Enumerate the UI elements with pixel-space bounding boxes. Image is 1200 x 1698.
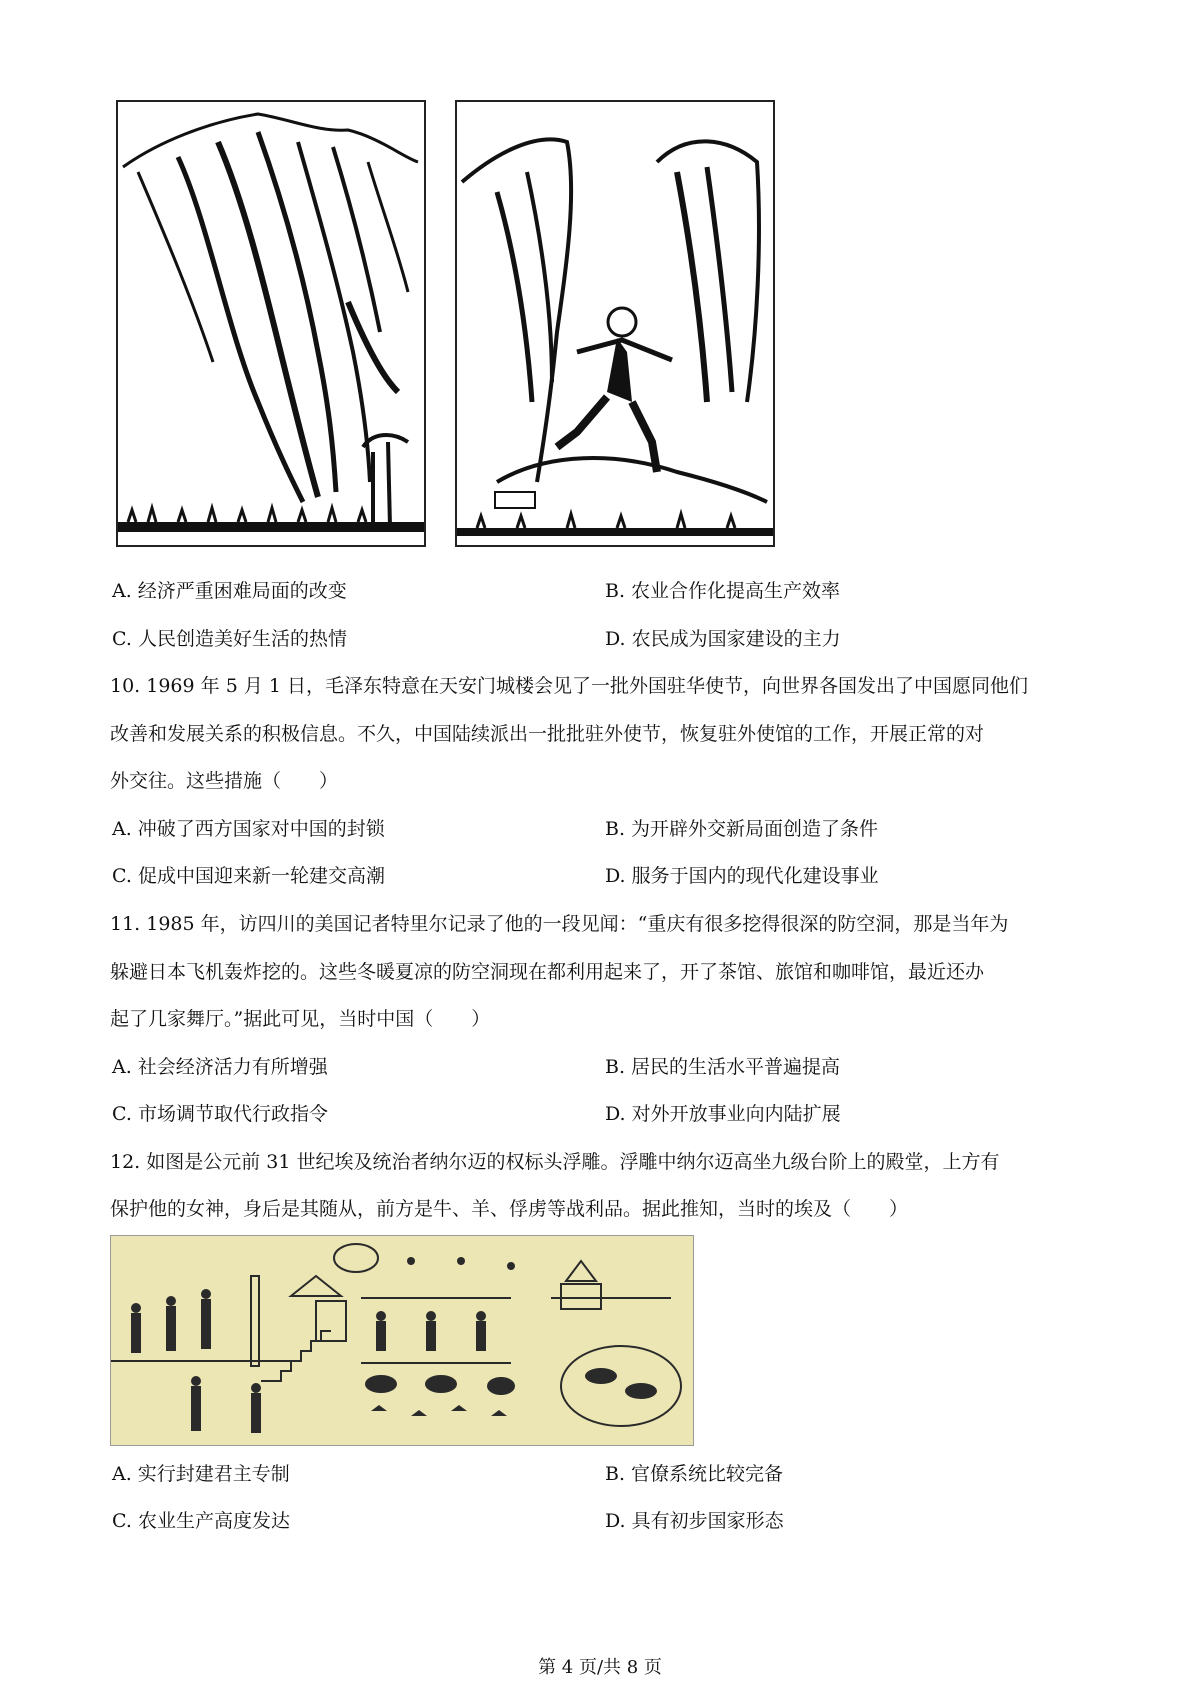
q12-option-d[interactable]: D. 具有初步国家形态	[605, 1510, 784, 1532]
q11-option-a[interactable]: A. 社会经济活力有所增强	[112, 1056, 328, 1078]
q10-stem-line-3: 外交往。这些措施（ ）	[110, 770, 339, 792]
q11-option-b[interactable]: B. 居民的生活水平普遍提高	[605, 1056, 841, 1078]
q10-option-b[interactable]: B. 为开辟外交新局面创造了条件	[605, 818, 879, 840]
q10-option-a[interactable]: A. 冲破了西方国家对中国的封锁	[112, 818, 385, 840]
mountain-illustration-left	[118, 102, 424, 545]
q9-option-b[interactable]: B. 农业合作化提高生产效率	[605, 580, 841, 602]
q12-option-b[interactable]: B. 官僚系统比较完备	[605, 1463, 784, 1485]
q12-option-c[interactable]: C. 农业生产高度发达	[112, 1510, 290, 1532]
relief-drawing	[111, 1236, 693, 1445]
q11-stem-line-2: 躲避日本飞机轰炸挖的。这些冬暖夏凉的防空洞现在都利用起来了，开了茶馆、旅馆和咖啡馆，最近还办	[110, 961, 985, 983]
q12-stem-line-1: 12. 如图是公元前 31 世纪埃及统治者纳尔迈的权标头浮雕。浮雕中纳尔迈高坐九级台阶上的殿堂，上方有	[110, 1151, 1000, 1173]
q9-option-d[interactable]: D. 农民成为国家建设的主力	[605, 628, 841, 650]
q10-stem-line-2: 改善和发展关系的积极信息。不久，中国陆续派出一批批驻外使节，恢复驻外使馆的工作，开展正常的对	[110, 723, 985, 745]
q11-option-c[interactable]: C. 市场调节取代行政指令	[112, 1103, 328, 1125]
q12-stem-line-2: 保护他的女神，身后是其随从，前方是牛、羊、俘虏等战利品。据此推知，当时的埃及（ ）	[110, 1198, 909, 1220]
page-footer: 第 4 页/共 8 页	[538, 1657, 662, 1678]
q10-option-d[interactable]: D. 服务于国内的现代化建设事业	[605, 865, 879, 887]
q9-option-a[interactable]: A. 经济严重困难局面的改变	[112, 580, 347, 602]
q12-option-a[interactable]: A. 实行封建君主专制	[112, 1463, 290, 1485]
q11-stem-line-1: 11. 1985 年，访四川的美国记者特里尔记录了他的一段见闻：“重庆有很多挖得很深的防空洞，那是当年为	[110, 913, 1009, 935]
cartoon-panel-right	[455, 100, 775, 547]
cartoon-panel-left	[116, 100, 426, 547]
q10-stem-line-1: 10. 1969 年 5 月 1 日，毛泽东特意在天安门城楼会见了一批外国驻华使节，向世界各国发出了中国愿同他们	[110, 675, 1028, 697]
q9-option-c[interactable]: C. 人民创造美好生活的热情	[112, 628, 347, 650]
man-pushing-mountain-illustration	[457, 102, 773, 545]
q10-option-c[interactable]: C. 促成中国迎来新一轮建交高潮	[112, 865, 385, 887]
narmer-macehead-relief-image	[110, 1235, 694, 1446]
q11-stem-line-3: 起了几家舞厅。”据此可见，当时中国（ ）	[110, 1008, 491, 1030]
q11-option-d[interactable]: D. 对外开放事业向内陆扩展	[605, 1103, 841, 1125]
